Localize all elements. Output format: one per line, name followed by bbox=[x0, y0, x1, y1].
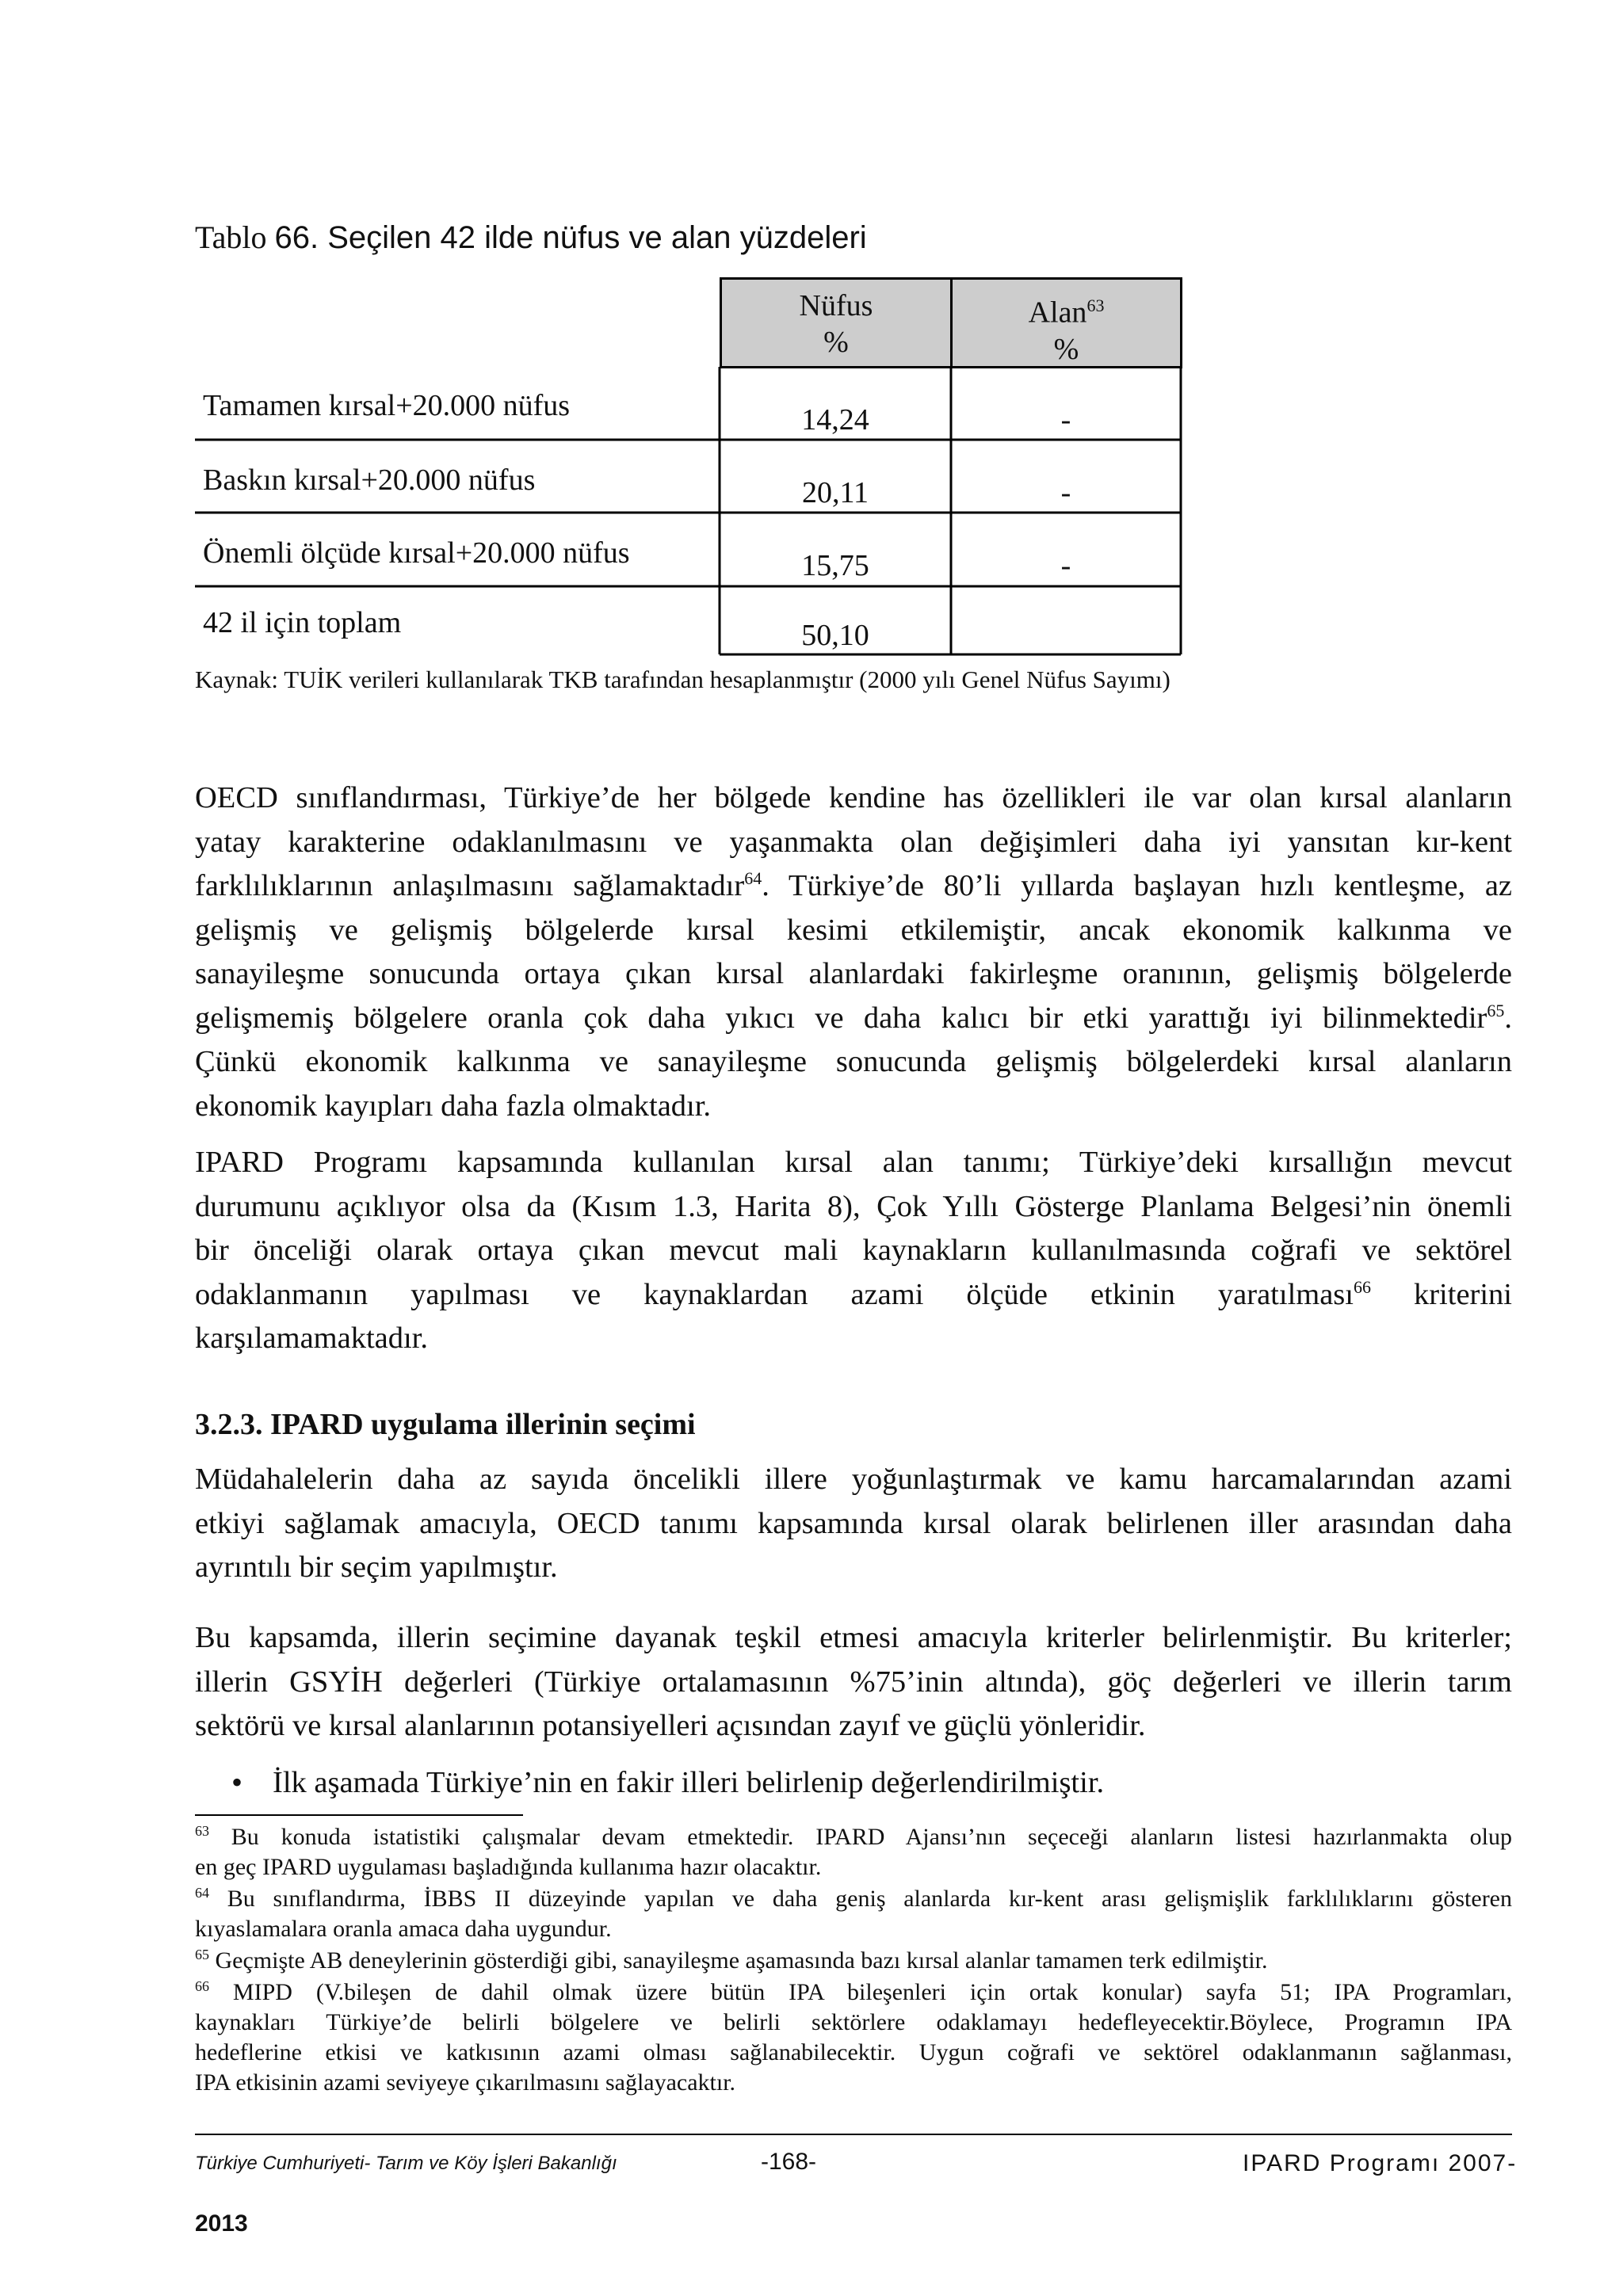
bullet-icon: • bbox=[231, 1764, 243, 1800]
footer-divider bbox=[195, 2134, 1512, 2135]
row-nufus: 15,75 bbox=[801, 549, 869, 582]
footer-program: IPARD Programı 2007- bbox=[1243, 2150, 1518, 2176]
row-label: Önemli ölçüde kırsal+20.000 nüfus bbox=[203, 536, 630, 570]
footnote-63: $^{63}$ Bu konuda istatistiki çalışmalar devam etmektedir. IPARD Ajansı’nın seçeceği alanların listesi hazırlanmakta olup en geç IPARD uygulaması başladığında kullanıma hazır olacaktır. bbox=[195, 1823, 1512, 1880]
row-alan: - bbox=[1060, 549, 1071, 582]
table-source: Kaynak: TUİK verileri kullanılarak TKB tarafından hesaplanmıştır (2000 yılı Genel Nüfus Sayımı) bbox=[195, 666, 1170, 693]
row-label: Baskın kırsal+20.000 nüfus bbox=[203, 463, 536, 497]
header-alan: Alan$^{63}$ % bbox=[950, 277, 1182, 368]
row-nufus: 50,10 bbox=[801, 619, 869, 652]
row-label: Tamamen kırsal+20.000 nüfus bbox=[203, 389, 571, 422]
paragraph-kriterler: Bu kapsamda, illerin seçimine dayanak teşkil etmesi amacıyla kriterler belirlenmiştir. Bu kriterler; illerin GSYİH değerleri (Türkiye ortalamasının %75’inin altında), göç değerleri ve illerin tarım sektörü ve kırsal alanlarının potansiyelleri açısından zayıf ve güçlü yönleridir. bbox=[195, 1621, 1512, 1742]
paragraph-oecd: OECD sınıflandırması, Türkiye’de her bölgede kendine has özellikleri ile var olan kırsal alanların yatay karakterine odaklanılmasını ve yaşanmakta olan değişimleri daha iyi yansıtan kır-kent farklılıklarının anlaşılmasını sağlamaktadır$^{64}$. Türkiye’de 80’li yıllarda başlayan hızlı kentleşme, az gelişmiş ve gelişmiş bölgelerde kırsal kesimi etkilemiştir, ancak ekonomik kalkınma ve sanayileşme sonucunda ortaya çıkan kırsal alanlardaki fakirleşme oranının, gelişmiş bölgelerde gelişmemiş bölgelere oranla çok daha yıkıcı ve daha kalıcı bir etki yarattığı iyi bilinmektedir$^{65}$. Çünkü ekonomik kalkınma ve sanayileşme sonucunda gelişmiş bölgelerdeki kırsal alanların ekonomik kayıpları daha fazla olmaktadır. bbox=[195, 781, 1512, 1123]
footnote-65: $^{65}$ Geçmişte AB deneylerinin gösterdiği gibi, sanayileşme aşamasında bazı kırsal alanlar tamamen terk edilmiştir. bbox=[195, 1947, 1268, 1974]
row-nufus: 14,24 bbox=[801, 403, 869, 437]
footnote-divider bbox=[195, 1814, 523, 1816]
row-alan: - bbox=[1060, 403, 1071, 437]
footnote-64: $^{64}$ Bu sınıflandırma, İBBS II düzeyinde yapılan ve daha geniş alanlarda kır-kent arası gelişmişlik farklılıklarını gösteren kıyaslamalara oranla amaca daha uygundur. bbox=[195, 1885, 1512, 1942]
row-alan: - bbox=[1060, 476, 1071, 509]
page-number: -168- bbox=[761, 2149, 817, 2175]
table-caption: Tablo 66. Seçilen 42 ilde nüfus ve alan yüzdeleri bbox=[195, 219, 867, 255]
footer-year: 2013 bbox=[195, 2210, 248, 2237]
footnote-66: $^{66}$ MIPD (V.bileşen de dahil olmak üzere bütün IPA bileşenleri için ortak konular) sayfa 51; IPA Programları, kaynakları Türkiye’de belirli bölgelere ve belirli sektörlere odaklamayı hedefleyecektir.Böylece, Programın IPA hedeflerine etkisi ve katkısının azami olması sağlanabilecektir. Uygun coğrafi ve sektörel odaklanmanın sağlanması, IPA etkisinin azami seviyeye çıkarılmasını sağlayacaktır. bbox=[195, 1978, 1512, 2096]
row-nufus: 20,11 bbox=[801, 476, 869, 509]
paragraph-ipard: IPARD Programı kapsamında kullanılan kırsal alan tanımı; Türkiye’deki kırsallığın mevcut durumunu açıklıyor olsa da (Kısım 1.3, Harita 8), Çok Yıllı Gösterge Planlama Belgesi’nin önemli bir önceliği olarak ortaya çıkan mevcut mali kaynakların kullanılmasında coğrafi ve sektörel odaklanmanın yapılması ve kaynaklardan azami ölçüde etkinin yaratılması$^{66}$ kriterini karşılamamaktadır. bbox=[195, 1146, 1512, 1355]
row-label: 42 il için toplam bbox=[203, 606, 402, 639]
section-heading: 3.2.3. IPARD uygulama illerinin seçimi bbox=[195, 1408, 696, 1441]
footer-ministry: Türkiye Cumhuriyeti- Tarım ve Köy İşleri Bakanlığı bbox=[195, 2153, 617, 2174]
bullet-item: İlk aşamada Türkiye’nin en fakir illeri belirlenip değerlendirilmiştir. bbox=[273, 1766, 1105, 1799]
header-nufus: Nüfus % bbox=[720, 277, 953, 368]
paragraph-mudahale: Müdahalelerin daha az sayıda öncelikli illere yoğunlaştırmak ve kamu harcamalarından azami etkiyi sağlamak amacıyla, OECD tanımı kapsamında kırsal olarak belirlenen iller arasından daha ayrıntılı bir seçim yapılmıştır. bbox=[195, 1463, 1512, 1584]
